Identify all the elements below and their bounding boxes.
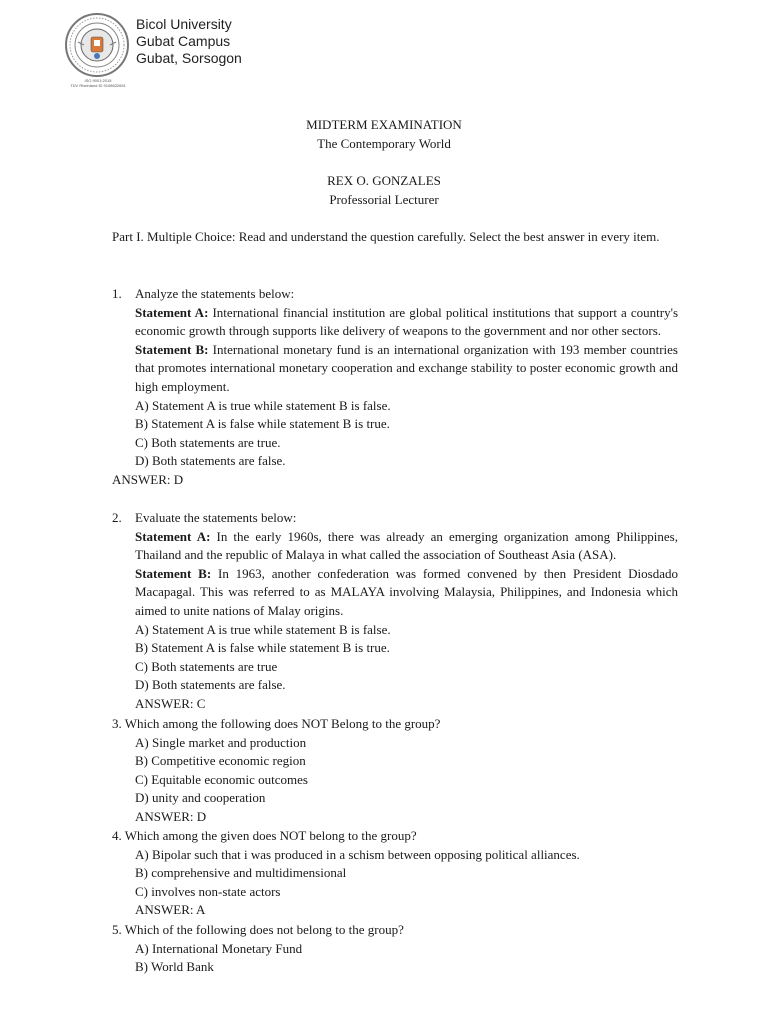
q3-answer: ANSWER: D	[135, 808, 207, 824]
q1-option: B) Statement A is false while statement B is true.	[135, 416, 390, 432]
university-address	[136, 16, 242, 67]
question-1	[112, 285, 678, 490]
q2-statement-b: Statement B: In 1963, another confederation was formed convened by then President Diosdado Macapagal. This was referred to as MALAYA involving Malaysia, Philippines, and Indonesia which aimed to unite nations of Malay origins.	[135, 565, 678, 618]
q3-option: A) Single market and production	[135, 734, 307, 750]
q4-option: C) involves non-state actors	[135, 883, 281, 899]
university-seal-logo	[64, 12, 130, 78]
q5-option: A) International Monetary Fund	[135, 940, 303, 956]
question-2	[112, 509, 678, 714]
instructions: Part I. Multiple Choice: Read and understand the question carefully. Select the best answer in every item.	[112, 229, 660, 244]
q4-option: B) comprehensive and multidimensional	[135, 865, 347, 881]
q2-statement-a: Statement A: In the early 1960s, there was already an emerging organization among Philippines, Thailand and the republic of Malaya in what called the association of Southeast Asia (ASA).	[135, 528, 678, 563]
university-name: Bicol University	[136, 16, 232, 32]
q2-answer: ANSWER: C	[135, 695, 206, 711]
course-title: The Contemporary World	[317, 136, 451, 151]
question-3	[112, 715, 678, 827]
question-4-stem: 4. Which among the given does NOT belong to the group?	[112, 828, 417, 843]
campus-name: Gubat Campus	[136, 33, 231, 49]
q1-option: C) Both statements are true.	[135, 434, 281, 450]
q1-option: A) Statement A is true while statement B is false.	[135, 397, 391, 413]
q2-option: C) Both statements are true	[135, 658, 278, 674]
q5-option: B) World Bank	[135, 959, 214, 975]
q3-option: C) Equitable economic outcomes	[135, 771, 308, 787]
question-5-stem: 5. Which of the following does not belong to the group?	[112, 922, 404, 937]
q3-option: D) unity and cooperation	[135, 790, 266, 806]
question-3-stem: 3. Which among the following does NOT Belong to the group?	[112, 716, 441, 731]
q2-option: A) Statement A is true while statement B is false.	[135, 621, 391, 637]
q1-statement-a: Statement A: International financial institution are global political institutions that support a country's economic growth through supports like delivery of weapons to the government and nor other sectors.	[135, 304, 678, 339]
q1-option: D) Both statements are false.	[135, 453, 286, 469]
iso-certification	[64, 78, 132, 88]
q3-option: B) Competitive economic region	[135, 753, 306, 769]
q1-statement-b: Statement B: International monetary fund is an international organization with 193 member countries that promotes international monetary cooperation and exchange stability to poster economic growth and high employment.	[135, 341, 678, 394]
question-4	[112, 827, 678, 920]
question-2-stem: 2. Evaluate the statements below:	[112, 510, 297, 525]
lecturer-name: REX O. GONZALES	[327, 173, 441, 188]
q4-answer: ANSWER: A	[135, 902, 206, 918]
q2-option: B) Statement A is false while statement B is true.	[135, 640, 390, 656]
q2-option: D) Both statements are false.	[135, 677, 286, 693]
q4-option: A) Bipolar such that i was produced in a schism between opposing political alliances.	[135, 846, 580, 862]
campus-location: Gubat, Sorsogon	[136, 50, 242, 66]
lecturer-title: Professorial Lecturer	[329, 192, 439, 207]
letterhead	[64, 12, 464, 92]
q1-answer: ANSWER: D	[112, 471, 184, 487]
iso-line-2: TÜV Rheinland ID 9108632651	[70, 83, 126, 88]
iso-line-1: ISO 9001:2015	[84, 78, 112, 83]
question-1-stem: 1. Analyze the statements below:	[112, 286, 295, 301]
question-5	[112, 921, 678, 977]
exam-title: MIDTERM EXAMINATION	[306, 117, 462, 132]
